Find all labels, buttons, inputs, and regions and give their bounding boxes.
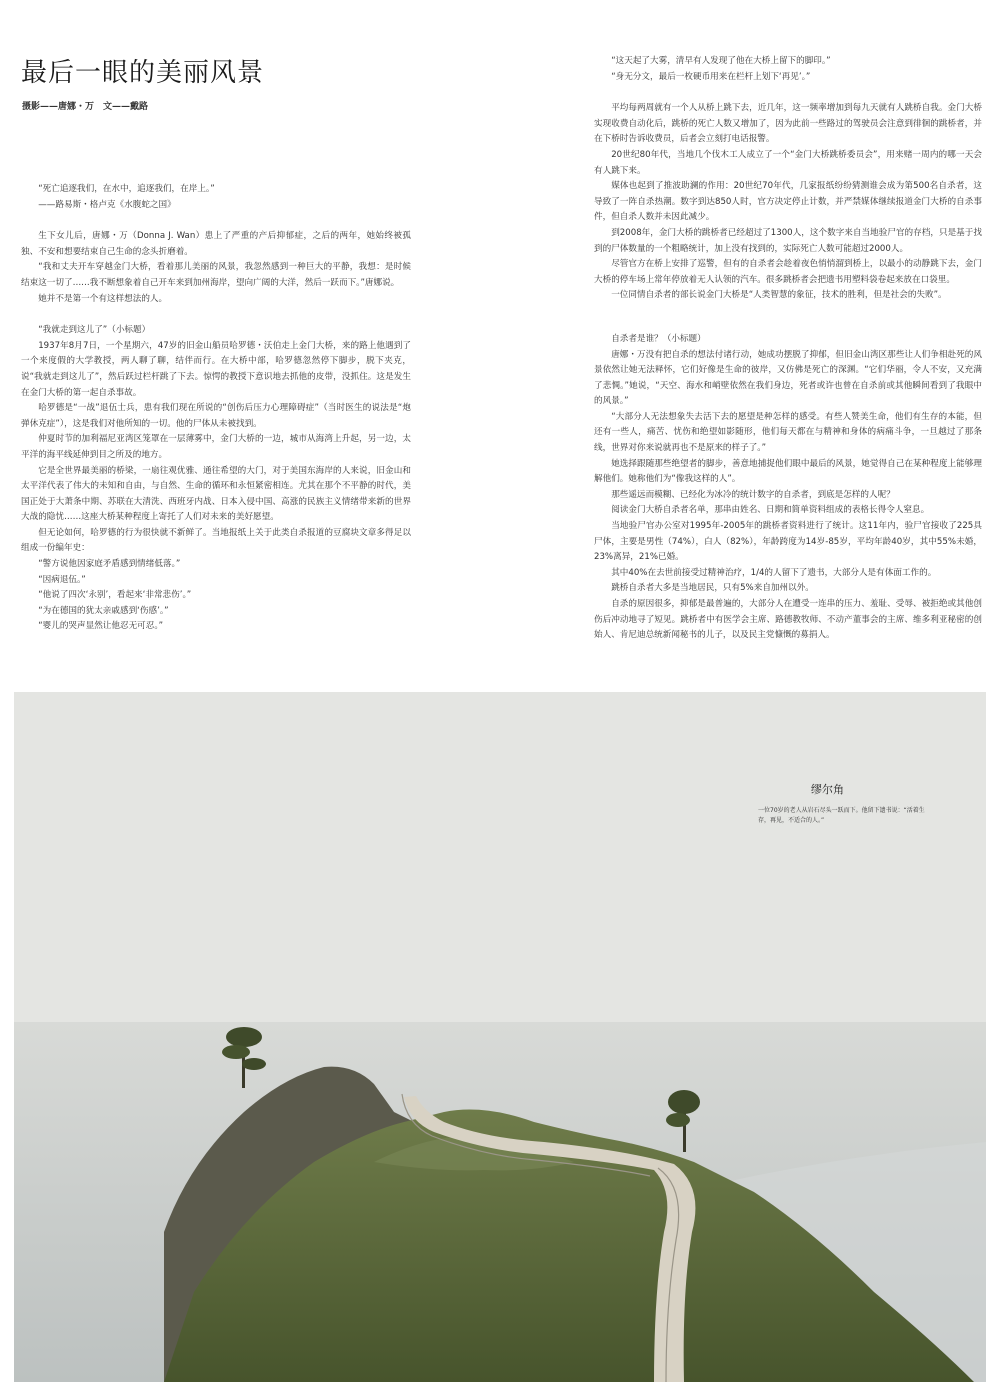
photo-caption-title: 缪尔角: [811, 783, 844, 796]
paragraph: “因病退伍。”: [38, 574, 86, 585]
paragraph: “死亡追逐我们，在水中，追逐我们，在岸上。”: [38, 184, 215, 194]
paragraph: 唐娜・万没有把自杀的想法付诸行动，她成功摆脱了抑郁，但旧金山湾区那些让人们争相赴死的风景依然让她无法释怀，它们好像是生命的彼岸，又仿佛是死亡的深渊。“它们华丽，令人不安，又充满了悲惆。”她说，“天空、海水和峭壁依然在我们身边，死者或许也曾在自杀前或其他瞬间看到了我眼中的风景。”: [594, 349, 982, 407]
paragraph: 20世纪80年代，当地几个伐木工人成立了一个“金门大桥跳桥委员会”，用来赌一周内的哪一天会有人跳下来。: [594, 149, 982, 176]
paragraph: “我和丈夫开车穿越金门大桥，看着那儿美丽的风景，我忽然感到一种巨大的平静，我想：是时候结束这一切了……我不断想象着自己开车来到加州海岸，望向广阔的大洋，然后一跃而下。”唐娜说。: [21, 262, 411, 288]
paragraph: 哈罗德是“一战”退伍士兵，患有我们现在所说的“创伤后压力心理障碍症”（当时医生的说法是“炮弹休克症”），这是我们对他所知的一切。他的尸体从未被找到。: [21, 403, 411, 429]
paragraph: “为在德国的犹太亲戚感到‘伤感’。”: [38, 605, 169, 616]
paragraph: 阅读金门大桥自杀者名单，那串由姓名、日期和简单资料组成的表格长得令人窒息。: [611, 505, 930, 516]
paragraph: 媒体也起到了推波助澜的作用：20世纪70年代，几家报纸纷纷猜测谁会成为第500名自杀者，这导致了一阵自杀热潮。数字到达850人时，官方决定停止计数，并严禁媒体继续报道金门大桥的自杀事件，但自杀人数并未因此减少。: [594, 181, 982, 223]
paragraph: “我就走到这儿了”（小标题）: [38, 325, 151, 336]
right-text-column: [594, 54, 982, 644]
paragraph: 仲夏时节的加利福尼亚湾区笼罩在一层薄雾中，金门大桥的一边，城市从海湾上升起，另一边，太平洋的海平线延伸到目之所及的地方。: [21, 434, 411, 460]
paragraph: “婴儿的哭声显然让他忍无可忍。”: [38, 621, 164, 632]
paragraph: 尽管官方在桥上安排了巡警，但有的自杀者会趁着夜色悄悄溜到桥上，以最小的动静跳下去，金门大桥的停车场上常年停放着无人认领的汽车。很多跳桥者会把遗书用塑料袋卷起来放在口袋里。: [594, 259, 982, 285]
sky: [14, 692, 986, 1022]
paragraph: 自杀的原因很多，抑郁是最普遍的，大部分人在遭受一连串的压力、羞耻、受辱、被拒绝或其他创伤后冲动地寻了短见。跳桥者中有医学会主席、路德教牧师、不动产董事会的主席、维多利亚秘密的创始人、肯尼迪总统新闻秘书的儿子，以及民主党慷慨的募捐人。: [594, 599, 982, 641]
paragraph-gap: [21, 213, 411, 229]
paragraph: ——路易斯・格卢克《水腹蛇之国》: [38, 199, 176, 210]
paragraph-gap: [594, 85, 982, 101]
paragraph: “他说了四次‘永别’，看起来‘非常悲伤’。”: [38, 590, 192, 601]
paragraph: “这天起了大雾，清早有人发现了他在大桥上留下的脚印。”: [611, 56, 831, 66]
paragraph: “大部分人无法想象失去活下去的愿望是种怎样的感受。有些人赞美生命，他们有生存的本能，但还有一些人，痛苦、忧伤和绝望如影随形，他们每天都在与精神和身体的病痛斗争，一旦越过了那条线，世界对你来说就再也不是原来的样子了。”: [594, 411, 982, 454]
paragraph: 她选择跟随那些绝望者的脚步，善意地捕捉他们眼中最后的风景，她觉得自己在某种程度上能够理解他们。她称他们为“像我这样的人”。: [594, 458, 982, 485]
section-gap: [594, 304, 982, 332]
paragraph: 生下女儿后，唐娜・万（Donna J. Wan）患上了严重的产后抑郁症，之后的两年，她始终被孤独、不安和想要结束自己生命的念头折磨着。: [21, 231, 411, 257]
paragraph: “警方说他因家庭矛盾感到情绪低落。”: [38, 559, 181, 570]
paragraph: 跳桥自杀者大多是当地居民，只有5%来自加州以外。: [611, 583, 814, 594]
paragraph: 但无论如何，哈罗德的行为很快就不新鲜了。当地报纸上关于此类自杀报道的豆腐块文章多得足以组成一份编年史：: [21, 527, 411, 554]
article-title: 最后一眼的美丽风景: [21, 58, 265, 88]
left-text-column: [21, 182, 411, 635]
photo-caption-text: 一位70岁的老人从岩石尽头一跃而下。他留下遗书说：“活着生存，再见，不适合的人。”: [758, 807, 925, 824]
paragraph: 当地验尸官办公室对1995年-2005年的跳桥者资料进行了统计。这11年内，验尸官接收了225具尸体，主要是男性（74%），白人（82%），年龄跨度为14岁-85岁，平均年龄40岁，其中55%未婚，23%离异，21%已婚。: [594, 521, 982, 563]
paragraph: 它是全世界最美丽的桥梁，一扇往观优雅、通往希望的大门，对于美国东海岸的人来说，旧金山和太平洋代表了伟大的未知和自由，与自然、生命的循环和永恒紧密相连。尤其在那个不平静的时代，美国正处于大萧条中期、苏联在大清洗、西班牙内战、日本入侵中国、高涨的民族主义情绪带来新的世界大战的隐忧……这座大桥某种程度上寄托了人们对未来的美好愿望。: [21, 465, 411, 523]
paragraph: 到2008年，金门大桥的跳桥者已经超过了1300人，这个数字来自当地验尸官的存档，只是基于找到的尸体数量的一个粗略统计，加上没有找到的，实际死亡人数可能超过2000人。: [594, 227, 982, 254]
paragraph: 其中40%在去世前接受过精神治疗，1/4的人留下了遗书，大部分人是有体面工作的。: [611, 567, 937, 578]
paragraph: 1937年8月7日，一个星期六，47岁的旧金山船员哈罗德・沃伯走上金门大桥，来的路上他遇到了一个来度假的大学教授，两人聊了聊，结伴而行。在大桥中部，哈罗德忽然停下脚步，脱下夹克，说“我就走到这儿了”，然后跃过栏杆跳了下去。惊愕的教授下意识地去抓他的皮带，没抓住。这是发生在金门大桥的第一起自杀事故。: [21, 340, 411, 398]
paragraph: “身无分文，最后一枚硬币用来在栏杆上划下‘再见’。”: [611, 71, 811, 82]
paragraph: 那些遥远而模糊、已经化为冰冷的统计数字的自杀者，到底是怎样的人呢？: [611, 489, 895, 500]
paragraph: 平均每两周就有一个人从桥上跳下去，近几年，这一频率增加到每九天就有人跳桥自我。金门大桥实现收费自动化后，跳桥的死亡人数又增加了，因为此前一些路过的驾驶员会注意到徘徊的跳桥者，并在下桥时告诉收费员，后者会立刻打电话报警。: [594, 103, 982, 145]
article-credits: 摄影——唐娜・万 文——戴路: [22, 102, 149, 112]
paragraph: 自杀者是谁？（小标题）: [611, 333, 706, 344]
paragraph: 她并不是第一个有这样想法的人。: [38, 293, 168, 304]
paragraph: 一位同情自杀者的部长说金门大桥是“人类智慧的象征，技术的胜利，但是社会的失败”。: [611, 290, 947, 301]
paragraph-gap: [21, 307, 411, 323]
